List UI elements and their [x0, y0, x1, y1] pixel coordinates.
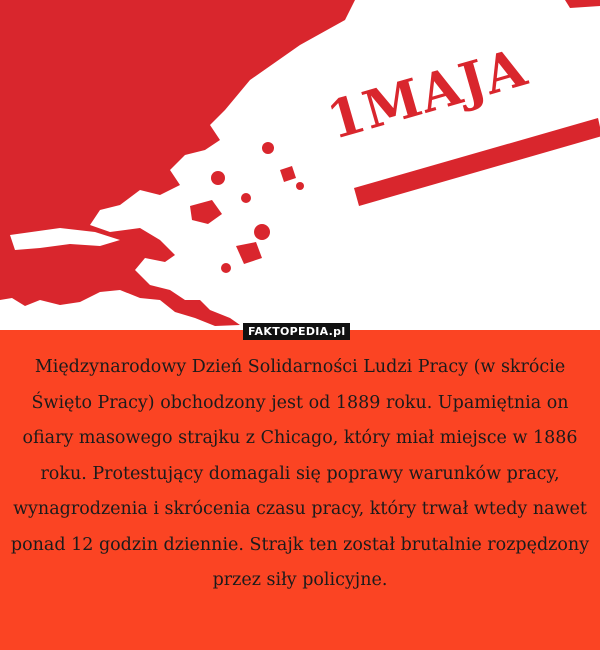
splatter-blot: [236, 242, 262, 264]
splatter-drop: [262, 142, 274, 154]
corner-accent-bar: [565, 0, 600, 8]
caption-text: Międzynarodowy Dzień Solidarności Ludzi Pracy (w skrócie Święto Pracy) obchodzony jest od 1889 roku. Upamiętnia on ofiary masowego strajku z Chicago, który miał miejsce w 1886 roku. Protestujący domagali się poprawy warunków pracy, wynagrodzenia i skrócenia czasu pracy, który trwał wtedy nawet ponad 12 godzin dziennie. Strajk ten został brutalnie rozpędzony przez siły policyjne.: [10, 357, 590, 590]
headline-text: 1MAJA: [320, 36, 534, 152]
splatter-drop: [296, 182, 304, 190]
splatter-drop: [211, 171, 225, 185]
splatter-blot: [280, 166, 296, 182]
splatter-blot: [190, 200, 222, 224]
caption-panel: [0, 330, 600, 650]
splatter-drop: [254, 224, 270, 240]
faktopedia-watermark: FAKTOPEDIA.pl: [243, 323, 350, 340]
splatter-drop: [221, 263, 231, 273]
red-splash-shape: [0, 0, 355, 326]
splatter-drop: [241, 193, 251, 203]
